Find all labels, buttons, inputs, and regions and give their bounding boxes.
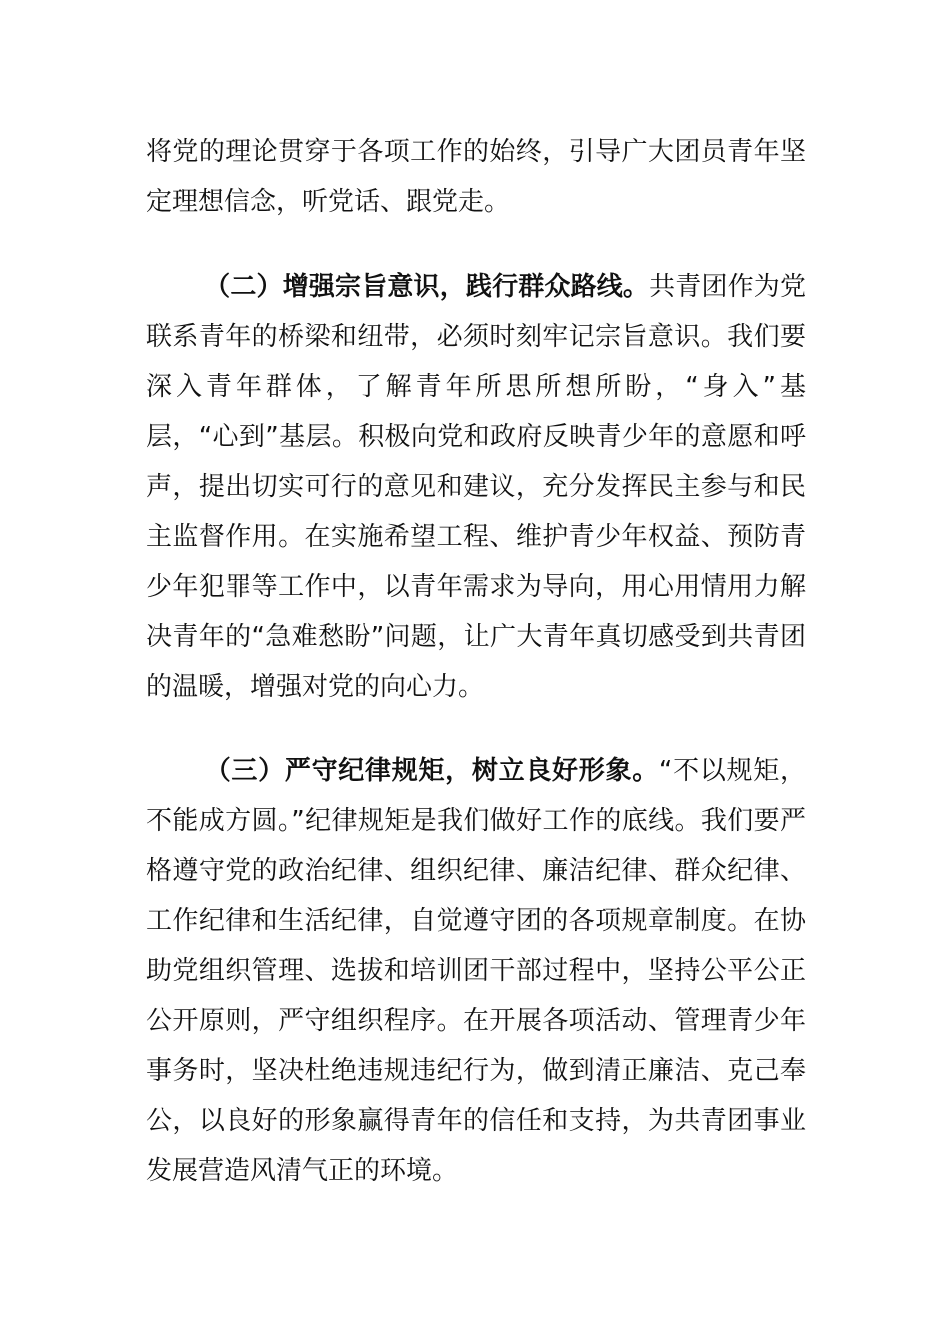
paragraph-body: 将党的理论贯穿于各项工作的始终，引导广大团员青年坚定理想信念，听党话、跟党走。: [146, 137, 806, 217]
section-heading: （二）增强宗旨意识，践行群众路线。: [204, 272, 650, 302]
paragraph-continuation: [146, 127, 806, 227]
paragraph-section-two: [146, 262, 806, 712]
paragraph-section-three: [146, 746, 806, 1196]
paragraph-body: “不以规矩，不能成方圆。”纪律规矩是我们做好工作的底线。我们要严格遵守党的政治纪律、组织纪律、廉洁纪律、群众纪律、工作纪律和生活纪律，自觉遵守团的各项规章制度。在协助党组织管理、选拔和培训团干部过程中，坚持公平公正公开原则，严守组织程序。在开展各项活动、管理青少年事务时，坚决杜绝违规违纪行为，做到清正廉洁、克己奉公，以良好的形象赢得青年的信任和支持，为共青团事业发展营造风清气正的环境。: [146, 756, 806, 1186]
paragraph-body: 共青团作为党联系青年的桥梁和纽带，必须时刻牢记宗旨意识。我们要深入青年群体，了解青年所思所想所盼，“身入”基层，“心到”基层。积极向党和政府反映青少年的意愿和呼声，提出切实可行的意见和建议，充分发挥民主参与和民主监督作用。在实施希望工程、维护青少年权益、预防青少年犯罪等工作中，以青年需求为导向，用心用情用力解决青年的“急难愁盼”问题，让广大青年真切感受到共青团的温暖，增强对党的向心力。: [146, 272, 806, 702]
section-heading: （三）严守纪律规矩，树立良好形象。: [204, 756, 659, 786]
